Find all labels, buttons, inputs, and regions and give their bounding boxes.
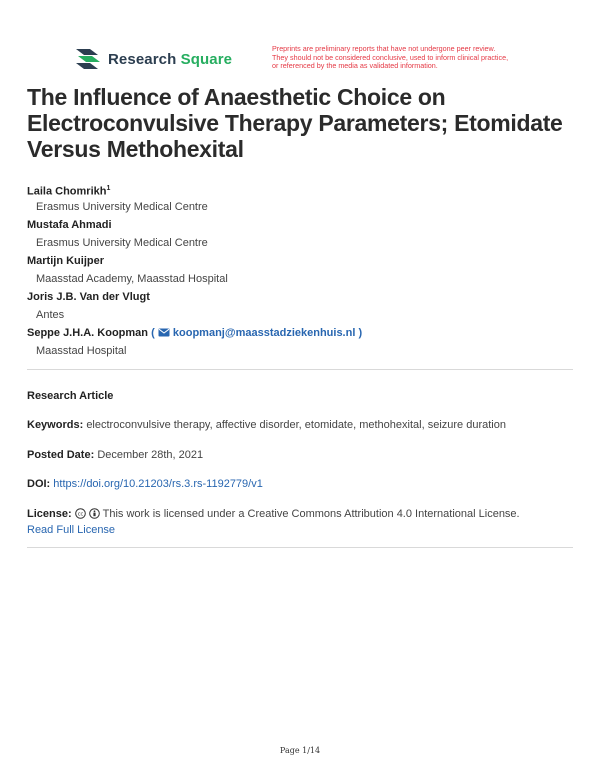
author-name[interactable]: Laila Chomrikh$^1$ (27, 185, 111, 198)
author-email-link[interactable]: koopmanj@maasstadziekenhuis.nl (172, 327, 356, 339)
divider (27, 547, 573, 548)
by-icon[interactable] (89, 508, 100, 519)
author-item (27, 252, 587, 288)
author-name: Seppe J.H.A. Koopman ( koopmanj@maasstadziekenhuis.nl ) (27, 327, 363, 339)
posted-date (27, 447, 587, 463)
article-type: Research Article (27, 390, 114, 402)
envelope-icon (158, 328, 170, 337)
author-affiliation: Erasmus University Medical Centre (36, 237, 208, 249)
research-square-logo[interactable] (74, 47, 232, 71)
logo-text: Research Square (108, 50, 233, 68)
author-name[interactable]: Mustafa Ahmadi (27, 219, 112, 231)
notice-line: They should not be considered conclusive, used to inform clinical practice, (272, 52, 509, 62)
posted-date-value: December 28th, 2021 (97, 449, 204, 461)
author-affiliation: Maasstad Academy, Maasstad Hospital (36, 273, 228, 285)
license (27, 506, 587, 538)
svg-text:cc: cc (77, 511, 83, 518)
keywords-label: Keywords: (27, 419, 84, 431)
notice-line: Preprints are preliminary reports that have not undergone peer review. (272, 44, 496, 53)
author-name[interactable]: Martijn Kuijper (27, 255, 105, 267)
page-number: Page 1/14 (279, 746, 321, 755)
posted-date-label: Posted Date: (27, 449, 95, 461)
doi-label: DOI: (27, 478, 51, 490)
keywords (27, 417, 587, 433)
author-item (27, 324, 587, 360)
author-affiliation: Maasstad Hospital (36, 345, 127, 357)
research-square-logo-icon (74, 47, 102, 71)
license-text: This work is licensed under a Creative Commons Attribution 4.0 International License. (102, 508, 520, 520)
license-label: License: (27, 508, 72, 520)
read-full-license-link[interactable]: Read Full License (27, 524, 116, 536)
paper-title: The Influence of Anaesthetic Choice on Electroconvulsive Therapy Parameters; Etomidate Versus Methohexital (27, 84, 563, 162)
keywords-value: electroconvulsive therapy, affective disorder, etomidate, methohexital, seizure duration (86, 419, 506, 431)
author-list (27, 180, 587, 360)
doi-link[interactable]: https://doi.org/10.21203/rs.3.rs-1192779/v1 (53, 478, 263, 490)
author-item (27, 216, 587, 252)
doi (27, 476, 587, 492)
preprint-notice (272, 45, 542, 71)
cc-icon[interactable] (75, 508, 86, 519)
author-affiliation: Antes (36, 309, 65, 321)
notice-line: or referenced by the media as validated information. (272, 61, 438, 71)
author-item (27, 180, 587, 216)
author-name[interactable]: Joris J.B. Van der Vlugt (27, 291, 150, 303)
corresponding-author-name[interactable]: Seppe J.H.A. Koopman (27, 327, 149, 339)
author-item (27, 288, 587, 324)
author-affiliation: Erasmus University Medical Centre (36, 201, 208, 213)
divider (27, 369, 573, 370)
